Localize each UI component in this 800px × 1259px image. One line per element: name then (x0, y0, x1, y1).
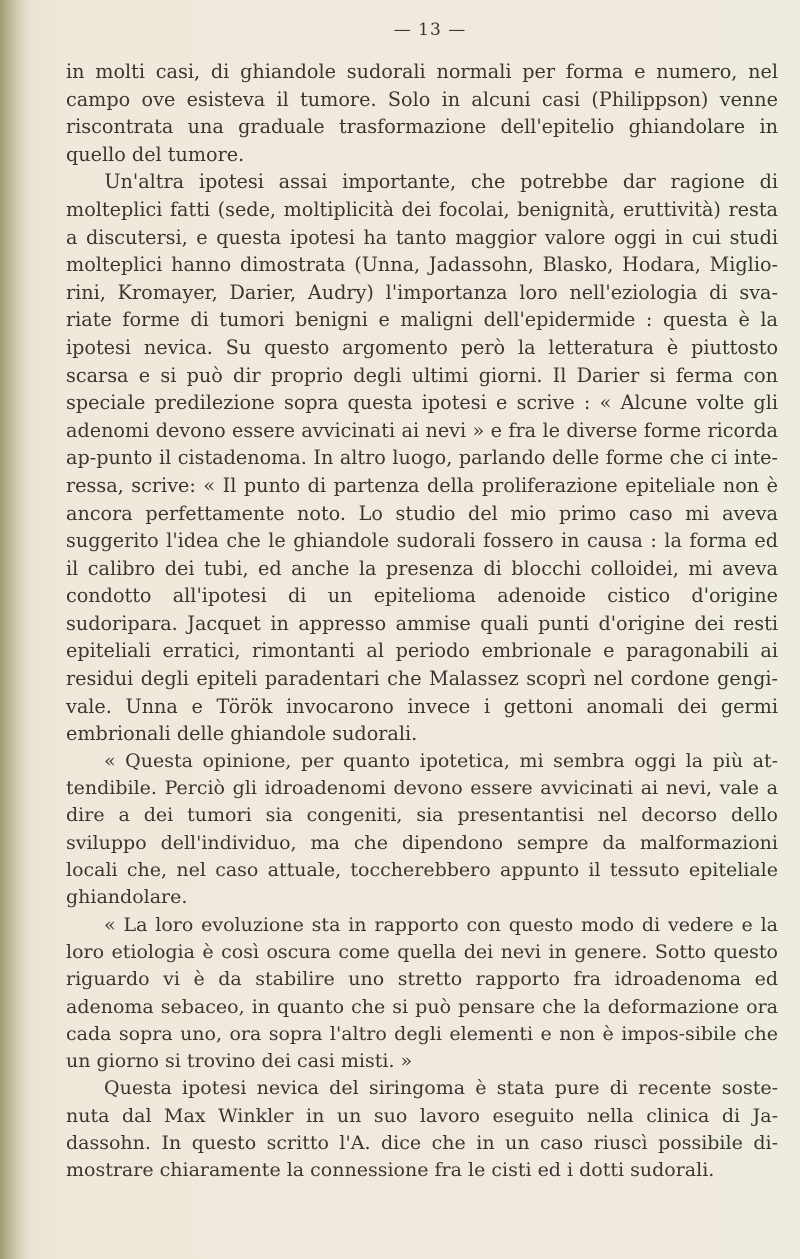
page-number: — 13 — (393, 20, 467, 40)
paragraph-1: in molti casi, di ghiandole sudorali normali per forma e numero, nel campo ove esisteva il tumore. Solo in alcuni casi (Philippson) venne riscontrata una graduale trasformazione dell'epitelio ghiandolare in quello del tumore. (66, 60, 778, 166)
paragraph-5: Questa ipotesi nevica del siringoma è stata pure di recente soste-nuta dal Max Winkler in un suo lavoro eseguito nella clinica di Ja-dassohn. In questo scritto l'A. dice che in un caso riuscì possibile di-mostrare chiaramente la connessione fra le cisti ed i dotti sudorali. (66, 1077, 778, 1182)
paragraph-3: « Questa opinione, per quanto ipotetica, mi sembra oggi la più at-tendibile. Perciò gli idroadenomi devono essere avvicinati ai nevi, vale a dire a dei tumori sia congeniti, sia presentantisi nel decorso dello sviluppo dell'individuo, ma che dipendono sempre da malformazioni locali che, nel caso attuale, toccherebbero appunto il tessuto epiteliale ghiandolare. (66, 749, 778, 909)
paragraph-4: « La loro evoluzione sta in rapporto con questo modo di vedere e la loro etiologia è così oscura come quella dei nevi in genere. Sotto questo riguardo vi è da stabilire uno stretto rapporto fra idroadenoma ed adenoma sebaceo, in quanto che si può pensare che la deformazione ora cada sopra uno, ora sopra l'altro degli elementi e non è impos-sibile che un giorno si trovino dei casi misti. » (66, 913, 778, 1073)
paragraph-2: Un'altra ipotesi assai importante, che potrebbe dar ragione di molteplici fatti (sede, moltiplicità dei focolai, benignità, eruttività) resta a discutersi, e questa ipotesi ha tanto maggior valore oggi in cui studi molteplici hanno dimostrata (Unna, Jadassohn, Blasko, Hodara, Miglio-rini, Kromayer, Darier, Audry) l'importanza loro nell'eziologia di sva-riate forme di tumori benigni e maligni dell'epidermide : questa è la ipotesi nevica. Su questo argomento però la letteratura è piuttosto scarsa e si può dir proprio degli ultimi giorni. Il Darier si ferma con speciale predilezione sopra questa ipotesi e scrive : « Alcune volte gli adenomi devono essere avvicinati ai nevi » e fra le diverse forme ricorda ap-punto il cistadenoma. In altro luogo, parlando delle forme che ci inte-ressa, scrive: « Il punto di partenza della proliferazione epiteliale non è ancora perfettamente noto. Lo studio del mio primo caso mi aveva suggerito l'idea che le ghiandole sudorali fossero in causa : la forma ed il calibro dei tubi, ed anche la presenza di blocchi colloidei, mi aveva condotto all'ipotesi di un epitelioma adenoide cistico d'origine sudoripara. Jacquet in appresso ammise quali punti d'origine dei resti epiteliali erratici, rimontanti al periodo embrionale e paragonabili ai residui degli epiteli paradentari che Malassez scoprì nel cordone gengi-vale. Unna e Török invocarono invece i gettoni anomali dei germi embrionali delle ghiandole sudorali. (66, 170, 778, 746)
body-text (66, 58, 778, 1185)
page-binding-edge (0, 0, 26, 1259)
